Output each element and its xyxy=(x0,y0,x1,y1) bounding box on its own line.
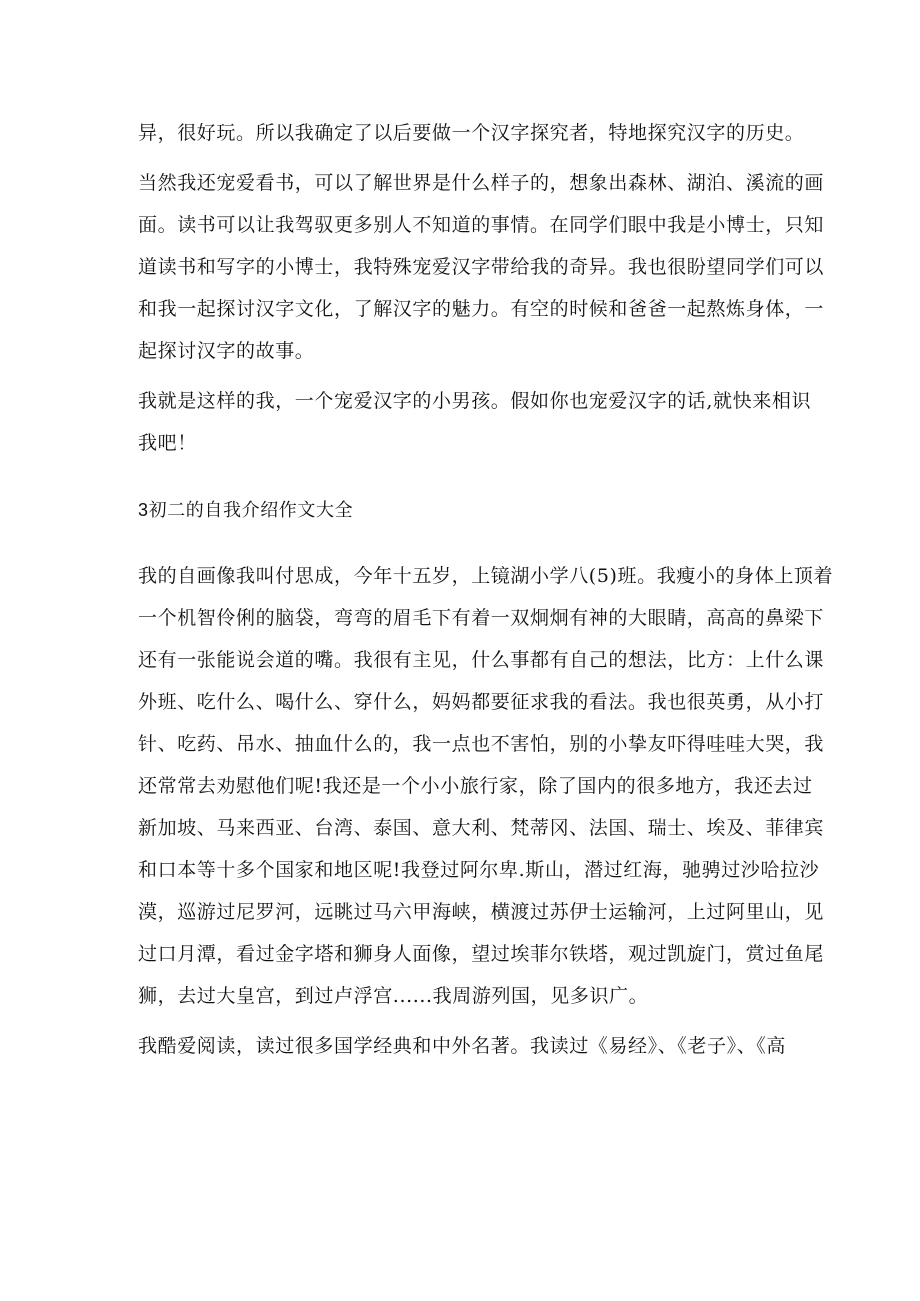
paragraph-line: 起探讨汉字的故事。 xyxy=(138,340,315,362)
paragraph-line: 针、吃药、吊水、抽血什么的，我一点也不害怕，别的小挚友吓得哇哇大哭，我 xyxy=(138,733,825,755)
paragraph-line: 和口本等十多个国家和地区呢!我登过阿尔卑.斯山，潜过红海，驰骋过沙哈拉沙 xyxy=(138,859,820,881)
paragraph-line: 外班、吃什么、喝什么、穿什么，妈妈都要征求我的看法。我也很英勇，从小打 xyxy=(138,691,825,713)
paragraph-line: 我的自画像我叫付思成，今年十五岁，上镜湖小学八(5)班。我瘦小的身体上顶着 xyxy=(138,565,834,587)
paragraph-line: 我吧！ xyxy=(138,432,197,454)
paragraph-line: 道读书和写字的小博士，我特殊宠爱汉字带给我的奇异。我也很盼望同学们可以 xyxy=(138,256,825,278)
paragraph-line: 还常常去劝慰他们呢!我还是一个小小旅行家，除了国内的很多地方，我还去过 xyxy=(138,775,813,797)
section-heading: 3初二的自我介绍作文大全 xyxy=(138,500,354,520)
paragraph-line: 还有一张能说会道的嘴。我很有主见，什么事都有自己的想法，比方：上什么课 xyxy=(138,649,825,671)
paragraph-line: 狮，去过大皇宫，到过卢浮宫......我周游列国，见多识广。 xyxy=(138,985,649,1007)
paragraph-line: 当然我还宠爱看书，可以了解世界是什么样子的，想象出森林、湖泊、溪流的画 xyxy=(138,172,825,194)
paragraph-line: 新加坡、马来西亚、台湾、泰国、意大利、梵蒂冈、法国、瑞士、埃及、菲律宾 xyxy=(138,817,825,839)
paragraph-line: 面。读书可以让我驾驭更多别人不知道的事情。在同学们眼中我是小博士，只知 xyxy=(138,214,825,236)
paragraph-line: 一个机智伶俐的脑袋，弯弯的眉毛下有着一双炯炯有神的大眼睛，高高的鼻梁下 xyxy=(138,607,825,629)
paragraph-line: 和我一起探讨汉字文化，了解汉字的魅力。有空的时候和爸爸一起熬炼身体，一 xyxy=(138,298,825,320)
paragraph-line: 我酷爱阅读，读过很多国学经典和中外名著。我读过《易经》、《老子》、《高 xyxy=(138,1035,787,1057)
paragraph-line: 漠，巡游过尼罗河，远眺过马六甲海峡，横渡过苏伊士运输河，上过阿里山，见 xyxy=(138,901,825,923)
paragraph-line: 过口月潭，看过金字塔和狮身人面像，望过埃菲尔铁塔，观过凯旋门，赏过鱼尾 xyxy=(138,943,825,965)
paragraph-line: 异，很好玩。所以我确定了以后要做一个汉字探究者，特地探究汉字的历史。 xyxy=(138,122,805,144)
paragraph-line: 我就是这样的我，一个宠爱汉字的小男孩。假如你也宠爱汉字的话,就快来相识 xyxy=(138,390,812,412)
